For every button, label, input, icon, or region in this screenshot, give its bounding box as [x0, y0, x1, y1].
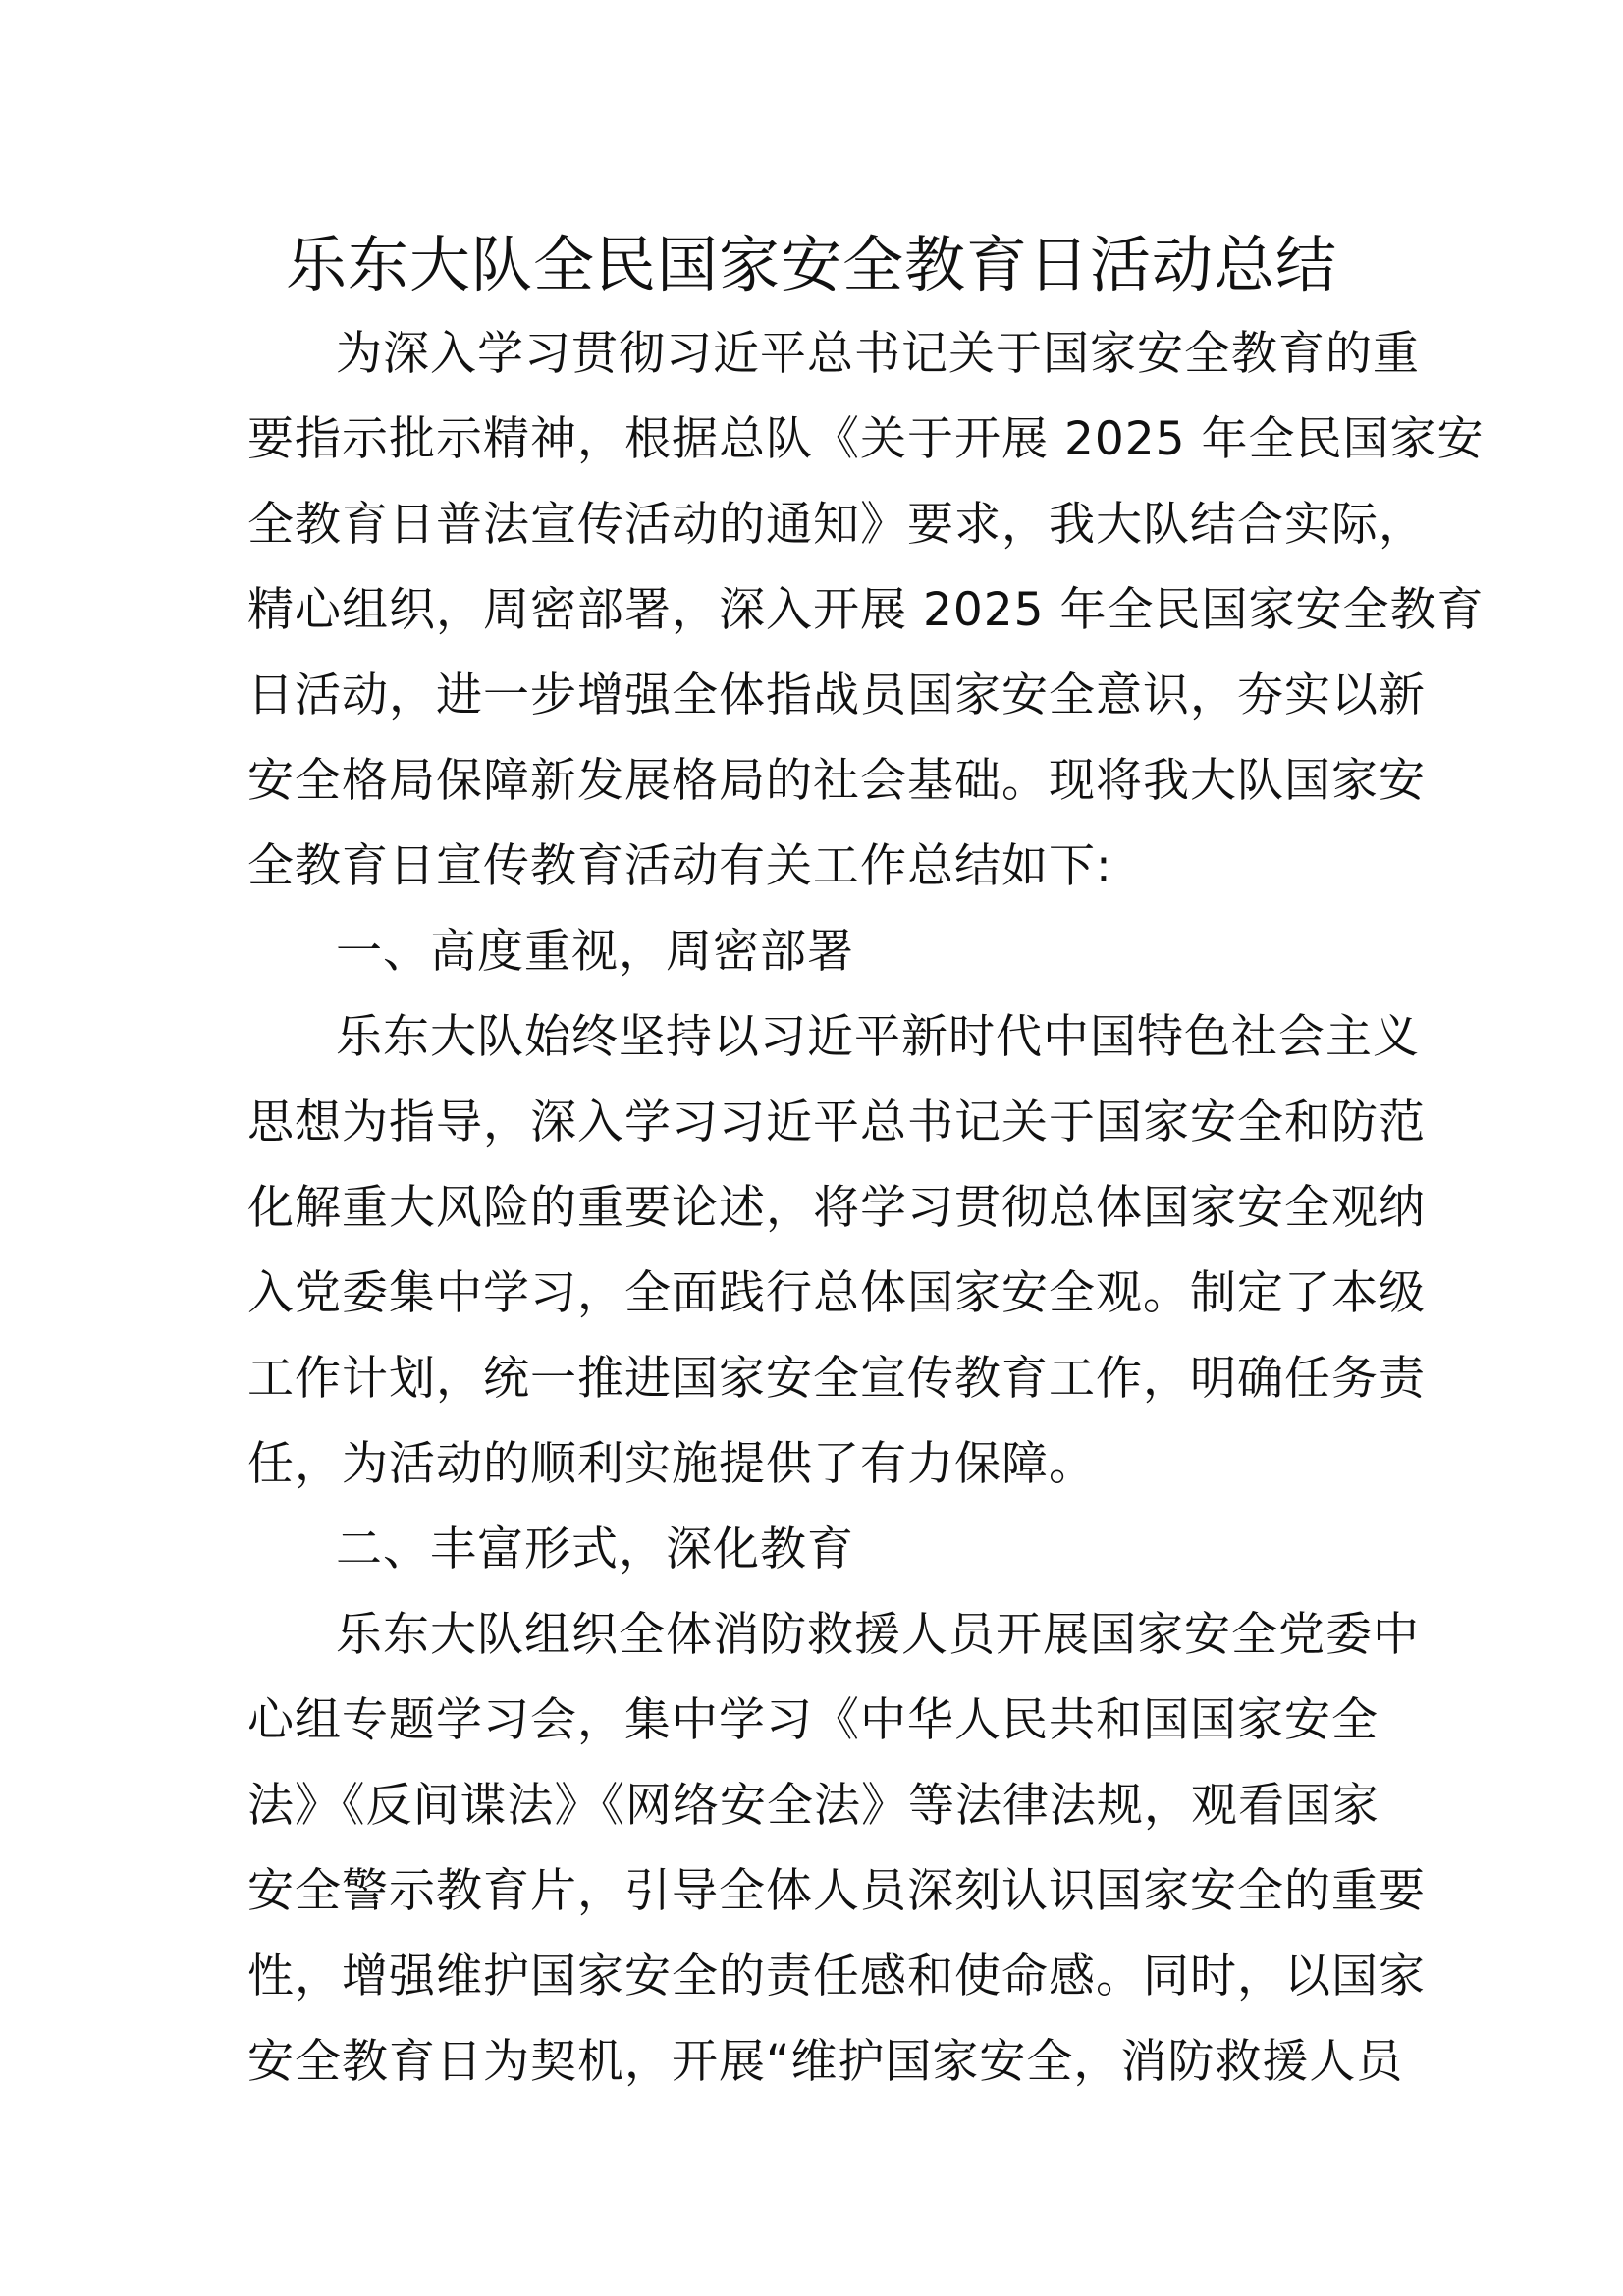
document-body	[247, 311, 1485, 2105]
text-line: 性，增强维护国家安全的责任感和使命感。同时，以国家	[247, 1949, 1426, 2003]
text-line: 精心组织，周密部署，深入开展 2025 年全民国家安全教育	[247, 583, 1485, 637]
text-line: 乐东大队组织全体消防救援人员开展国家安全党委中	[336, 1608, 1420, 1662]
text-line: 全教育日普法宣传活动的通知》要求，我大队结合实际，	[247, 498, 1426, 552]
text-line: 工作计划，统一推进国家安全宣传教育工作，明确任务责	[247, 1352, 1426, 1406]
text-line: 二、丰富形式，深化教育	[336, 1522, 854, 1576]
text-line: 化解重大风险的重要论述，将学习贯彻总体国家安全观纳	[247, 1181, 1426, 1235]
text-line: 为深入学习贯彻习近平总书记关于国家安全教育的重	[336, 327, 1420, 381]
text-line: 入党委集中学习，全面践行总体国家安全观。制定了本级	[247, 1266, 1426, 1320]
text-line: 全教育日宣传教育活动有关工作总结如下:	[247, 839, 1112, 893]
text-line: 日活动，进一步增强全体指战员国家安全意识，夯实以新	[247, 668, 1426, 722]
text-line: 法》《反间谍法》《网络安全法》等法律法规，观看国家	[247, 1779, 1380, 1833]
text-line: 心组专题学习会，集中学习《中华人民共和国国家安全	[247, 1693, 1379, 1747]
text-line: 乐东大队始终坚持以习近平新时代中国特色社会主义	[336, 1010, 1420, 1064]
text-line: 一、高度重视，周密部署	[336, 925, 854, 979]
text-line: 要指示批示精神，根据总队《关于开展 2025 年全民国家安	[247, 412, 1485, 466]
text-line: 安全格局保障新发展格局的社会基础。现将我大队国家安	[247, 754, 1426, 808]
text-line: 任，为活动的顺利实施提供了有力保障。	[247, 1437, 1096, 1491]
text-line: 安全教育日为契机，开展“维护国家安全，消防救援人员	[247, 2035, 1404, 2089]
document-title: 乐东大队全民国家安全教育日活动总结	[285, 229, 1337, 300]
text-line: 思想为指导，深入学习习近平总书记关于国家安全和防范	[247, 1095, 1426, 1149]
text-line: 安全警示教育片，引导全体人员深刻认识国家安全的重要	[247, 1864, 1426, 1918]
